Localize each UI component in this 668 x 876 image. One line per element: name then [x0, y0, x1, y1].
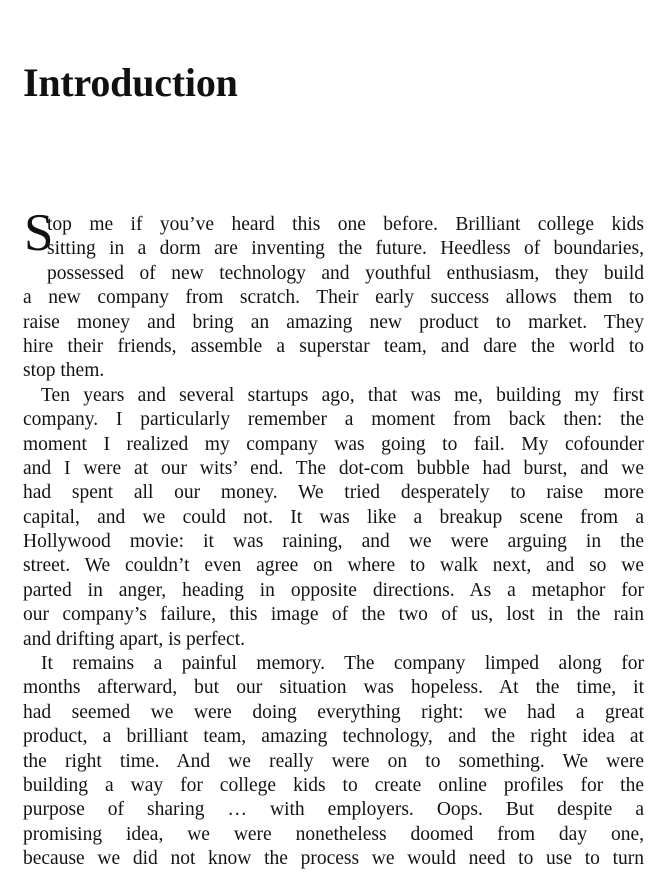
text-line: because we did not know the process we would need to use to turn: [23, 848, 644, 870]
text-line: promising idea, we were nonetheless doomed from day one,: [23, 823, 644, 845]
paragraph: [23, 652, 644, 872]
chapter-body-text: [23, 204, 644, 872]
text-line: company. I particularly remember a moment from back then: the: [23, 409, 644, 431]
text-line: the right time. And we really were on to something. We were: [23, 750, 644, 772]
paragraph: [23, 384, 644, 652]
dropcap-letter: S: [24, 204, 54, 262]
text-line: parted in anger, heading in opposite directions. As a metaphor for: [23, 579, 644, 601]
text-line: building a way for college kids to create online profiles for the: [23, 774, 644, 796]
text-line: sitting in a dorm are inventing the future. Heedless of boundaries,: [47, 238, 644, 260]
text-line: stop them.: [23, 360, 105, 382]
text-line: and drifting apart, is perfect.: [23, 628, 245, 650]
text-line: Hollywood movie: it was raining, and we were arguing in the: [23, 531, 644, 553]
text-line: product, a brilliant team, amazing technology, and the right idea at: [23, 726, 644, 748]
text-line: purpose of sharing … with employers. Oops. But despite a: [23, 799, 644, 821]
paragraph: [23, 204, 644, 384]
text-line: street. We couldn’t even agree on where to walk next, and so we: [23, 555, 644, 577]
text-line: It remains a painful memory. The company limped along for: [41, 653, 644, 675]
text-line: raise money and bring an amazing new product to market. They: [23, 311, 644, 333]
text-line: moment I realized my company was going to fail. My cofounder: [23, 433, 644, 455]
text-line: months afterward, but our situation was hopeless. At the time, it: [23, 677, 644, 699]
text-line: a new company from scratch. Their early success allows them to: [23, 287, 644, 309]
text-line: top me if you’ve heard this one before. Brilliant college kids: [47, 214, 644, 235]
text-line: capital, and we could not. It was like a breakup scene from a: [23, 506, 644, 528]
text-line: possessed of new technology and youthful enthusiasm, they build: [47, 262, 644, 284]
text-line: our company’s failure, this image of the two of us, lost in the rain: [23, 604, 644, 626]
text-line: had spent all our money. We tried desperately to raise more: [23, 482, 644, 504]
text-line: had seemed we were doing everything right: we had a great: [23, 701, 644, 723]
chapter-title: Introduction: [23, 60, 238, 105]
text-line: Ten years and several startups ago, that was me, building my first: [41, 384, 644, 406]
text-line: and I were at our wits’ end. The dot-com bubble had burst, and we: [23, 457, 644, 479]
text-line: hire their friends, assemble a superstar team, and dare the world to: [23, 335, 644, 357]
